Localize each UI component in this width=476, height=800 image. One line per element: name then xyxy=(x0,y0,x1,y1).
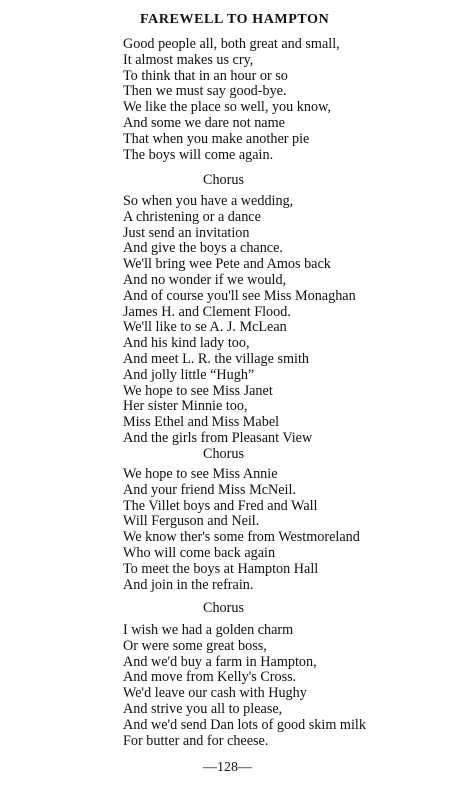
verse-line: To meet the boys at Hampton Hall xyxy=(123,560,319,577)
stanza-1 xyxy=(123,37,340,163)
verse-line: And no wonder if we would, xyxy=(123,271,287,288)
verse-line: The Villet boys and Fred and Wall xyxy=(123,497,318,514)
chorus-label: Chorus xyxy=(203,446,244,462)
verse-line: It almost makes us cry, xyxy=(123,51,254,68)
verse-line: And your friend Miss McNeil. xyxy=(123,481,296,498)
verse-line: And of course you'll see Miss Monaghan xyxy=(123,287,356,304)
stanza-3 xyxy=(123,467,360,593)
verse-line: And we'd buy a farm in Hampton, xyxy=(123,653,317,670)
verse-line: James H. and Clement Flood. xyxy=(123,303,291,320)
verse-line: Miss Ethel and Miss Mabel xyxy=(123,414,280,431)
verse-line: Will Ferguson and Neil. xyxy=(123,513,260,530)
verse-line: And some we dare not name xyxy=(123,114,285,131)
verse-line: So when you have a wedding, xyxy=(123,193,294,209)
verse-line: A christening or a dance xyxy=(123,208,261,225)
verse-line: We'd leave our cash with Hughy xyxy=(123,685,307,702)
page-number: —128— xyxy=(203,760,252,775)
verse-line: Who will come back again xyxy=(123,544,276,561)
verse-line: That when you make another pie xyxy=(123,130,310,147)
verse-line: Just send an invitation xyxy=(123,224,250,241)
verse-line: The boys will come again. xyxy=(123,146,274,163)
verse-line: I wish we had a golden charm xyxy=(123,622,294,638)
verse-line: And move from Kelly's Cross. xyxy=(123,669,297,686)
verse-line: And jolly little “Hugh” xyxy=(123,366,255,383)
verse-line: We hope to see Miss Janet xyxy=(123,382,273,399)
verse-line: We know ther's some from Westmoreland xyxy=(123,529,360,546)
verse-line: We'll like to se A. J. McLean xyxy=(123,319,287,336)
verse-line: And meet L. R. the village smith xyxy=(123,350,309,367)
verse-line: And join in the refrain. xyxy=(123,576,254,593)
verse-line: And his kind lady too, xyxy=(123,335,250,352)
verse-line: To think that in an hour or so xyxy=(123,67,288,84)
verse-line: And we'd send Dan lots of good skim milk xyxy=(123,716,366,733)
verse-line: And give the boys a chance. xyxy=(123,240,283,257)
verse-line: And the girls from Pleasant View xyxy=(123,429,313,446)
verse-line: Then we must say good-bye. xyxy=(123,83,287,100)
verse-line: We hope to see Miss Annie xyxy=(123,466,278,482)
verse-line: Her sister Minnie too, xyxy=(123,398,248,415)
stanza-4 xyxy=(123,623,366,749)
verse-line: We like the place so well, you know, xyxy=(123,99,331,116)
verse-line: We'll bring wee Pete and Amos back xyxy=(123,256,331,273)
verse-line: For butter and for cheese. xyxy=(123,732,269,749)
stanza-2 xyxy=(123,194,356,447)
verse-line: And strive you all to please, xyxy=(123,700,283,717)
chorus-label: Chorus xyxy=(203,172,244,188)
verse-line: Good people all, both great and small, xyxy=(123,36,340,52)
verse-line: Or were some great boss, xyxy=(123,637,267,654)
poem-title: FAREWELL TO HAMPTON xyxy=(140,12,330,27)
chorus-label: Chorus xyxy=(203,600,244,616)
